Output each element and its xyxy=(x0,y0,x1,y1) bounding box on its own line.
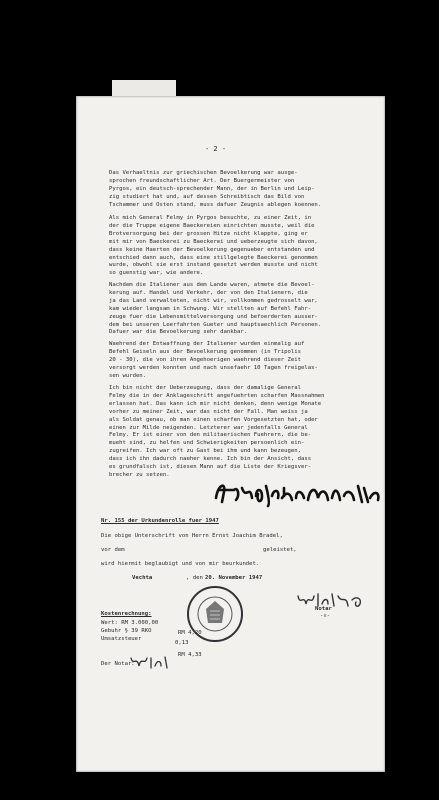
notary-signature xyxy=(296,590,368,610)
notary-place: Vechta xyxy=(132,575,153,581)
paragraph-2: Als mich General Felmy in Pyrgos besuchte, zu einer Zeit, in der die Truppe eigene Baeckereien einrichten musste, weil die Brotversorgung bei der grossen Hitze nicht klappte, ging er mit mir von Baeckerei zu Baeckerei und ueberzeugte sich davon, dass keine Haerten der Bevoelkerung gegenueber entstanden und entschied dann auch, dass eine stillgelegte Baeckerei genommen wurde, obwohl sie erst instand gesetzt werden musste und nicht so guenstig war, wie andere. xyxy=(109,215,318,277)
notary-den: , den xyxy=(186,575,203,581)
footer-notary-label: Der Notar: xyxy=(101,661,135,667)
costs-line-2: Gebuhr § 39 RKO xyxy=(101,628,152,634)
costs-amount-1: RM 4,20 xyxy=(178,630,202,636)
attestation-line-1: Die obige Unterschrift von Herrn Ernst Joachim Bradel, xyxy=(101,533,283,539)
attestation-line-2: vor dem xyxy=(101,547,125,553)
costs-line-3: Umsatzsteuer xyxy=(101,636,142,642)
costs-heading: Kostenrechnung: xyxy=(101,611,152,617)
paragraph-3: Nachdem die Italiener aus dem Lande waren, atmete die Bevoel- kerung auf. Handel und Verkehr, der von den Italienern, die ja das Land verwalteten, nicht wir, vollkommen gedrosselt war, kam wieder langsam in Schwung. Wir stellten auf Befehl Fahr- zeuge fuer die Lebensmittelversorgung und befoerderten ausser- dem bei unseren Leerfahrten Gueter und hauptsaechlich Personen. Dafuer war die Bevoelkerung sehr dankbar. xyxy=(109,282,322,336)
costs-line-1: Wert: RM 3.000,00 xyxy=(101,620,159,626)
paragraph-5: Ich bin nicht der Ueberzeugung, dass der damalige General Felmy die in der Anklageschrift angefuehrten scharfen Massnahmen erlassen hat. Das kann ich mir nicht denken, denn wenige Monate vorher zu meiner Zeit, war das nicht der Fall. Man weiss ja als Soldat genau, ob man einen scharfen Vorgesetzten hat, oder einen zur Milde neigenden. Letzterer war jedenfalls General Felmy. Er ist einer von den militaerischen Fuehrern, die be- mueht sind, zu helfen und Schwierigkeiten persoenlich ein- zugreifen. Ich war oft zu Gast bei ihm und kann bezeugen, dass ich ihn dadurch naeher kenne. Ich bin der Ansicht, dass es grundfalsch ist, diesen Mann auf die Liste der Kriegsver- brecher zu setzen. xyxy=(109,385,325,478)
costs-amount-3: RM 4,33 xyxy=(178,652,202,658)
attestation-line-2-right: geleistet, xyxy=(263,547,297,553)
handwritten-signature xyxy=(212,478,384,508)
attestation-line-3: wird hiermit beglaubigt und von mir beurkundet. xyxy=(101,561,260,567)
notary-title: Notar xyxy=(315,606,332,612)
paragraph-4: Waehrend der Entwaffnung der Italiener wurden einmalig auf Befehl Geiseln aus der Bevoelkerung genommen (in Tripolis 20 - 30), die von ihren Angehoerigen waehrend dieser Zeit versorgt werden konnten und nach unsefaehr 10 Tagen freigelas- sen wurden. xyxy=(109,341,318,379)
page-number: - 2 - xyxy=(205,145,227,153)
notary-date: 20. November 1947 xyxy=(205,575,263,581)
registry-number: Nr. 155 der Urkundenrolle fuer 1947 xyxy=(101,518,219,524)
costs-amount-2: 0,13 xyxy=(175,640,189,646)
paper-top-tab xyxy=(112,80,176,97)
footer-notary-signature xyxy=(129,654,173,670)
paragraph-1: Das Verhaeltnis zur griechischen Bevoelkerung war ausge- sprochen freundschaftlicher Art. Der Buergermeister von Pyrgos, ein deutsch-sprechender Mann, der in Berlin und Leip- zig studiert hat und, auf dessen Schreibtisch das Bild von Tschammer und Osten stand, muss dafuer Zeugnis ablegen koennen. xyxy=(109,170,322,208)
notary-tilde: -¤- xyxy=(320,613,331,619)
